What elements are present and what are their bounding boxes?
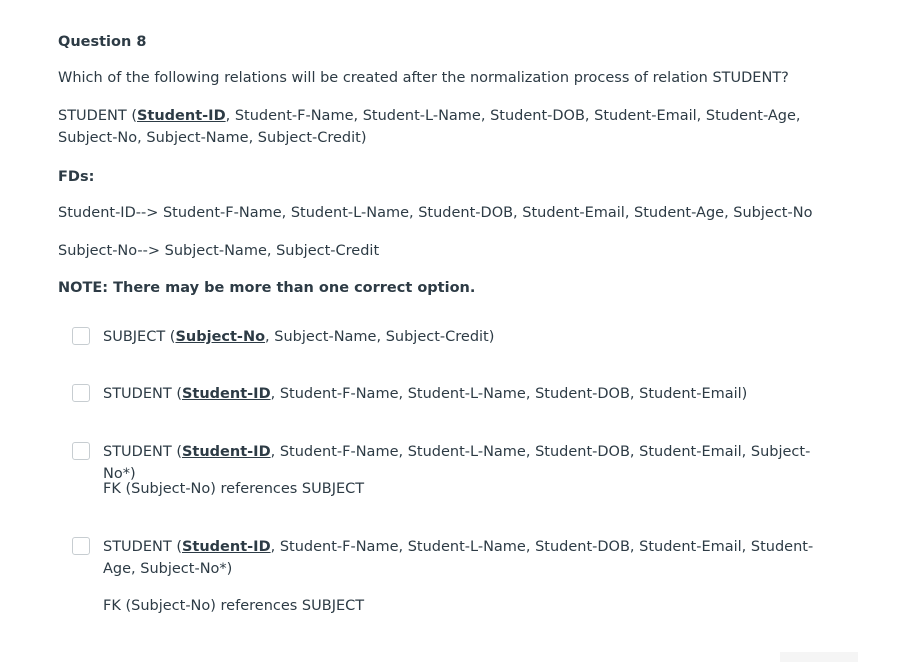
option-4-key: Student-ID [181,539,271,555]
option-4-label[interactable] [103,536,823,580]
option-1-label[interactable] [103,326,823,348]
option-4-rest: , Student-F-Name, Student-L-Name, Student-DOB, Student-Email, Student-Age, Subject-No*) [103,539,814,577]
option-3-prefix: STUDENT ( [103,444,182,460]
note: NOTE: There may be more than one correct option. [58,280,476,296]
question-title: Question 8 [58,34,147,50]
option-2-label[interactable] [103,383,823,405]
option-2-prefix: STUDENT ( [103,386,182,402]
question-prompt: Which of the following relations will be created after the normalization process of relation STUDENT? [58,70,789,86]
relation-attributes: , Student-F-Name, Student-L-Name, Student-DOB, Student-Email, Student-Age, Subject-No, Subject-Name, Subject-Credit) [58,108,801,146]
relation-name: STUDENT ( [58,108,137,124]
fd-2: Subject-No--> Subject-Name, Subject-Credit [58,243,380,259]
fds-label: FDs: [58,169,95,185]
option-3-checkbox[interactable] [72,442,90,460]
option-1-rest: , Subject-Name, Subject-Credit) [265,329,495,345]
option-4-foreign-key: FK (Subject-No) references SUBJECT [103,598,365,614]
relation-primary-key: Student-ID [136,108,226,124]
option-3-rest: , Student-F-Name, Student-L-Name, Student-DOB, Student-Email, Subject-No*) [103,444,811,482]
fd-1: Student-ID--> Student-F-Name, Student-L-Name, Student-DOB, Student-Email, Student-Age, Subject-No [58,205,813,221]
option-2-checkbox[interactable] [72,384,90,402]
option-1-prefix: SUBJECT ( [103,329,176,345]
option-1-checkbox[interactable] [72,327,90,345]
option-3-key: Student-ID [181,444,271,460]
relation-definition [58,105,858,149]
option-2-rest: , Student-F-Name, Student-L-Name, Student-DOB, Student-Email) [270,386,748,402]
option-4-prefix: STUDENT ( [103,539,182,555]
option-1-key: Subject-No [175,329,266,345]
corner-block [780,652,858,662]
option-2-key: Student-ID [181,386,271,402]
option-3-foreign-key: FK (Subject-No) references SUBJECT [103,481,365,497]
option-4-checkbox[interactable] [72,537,90,555]
